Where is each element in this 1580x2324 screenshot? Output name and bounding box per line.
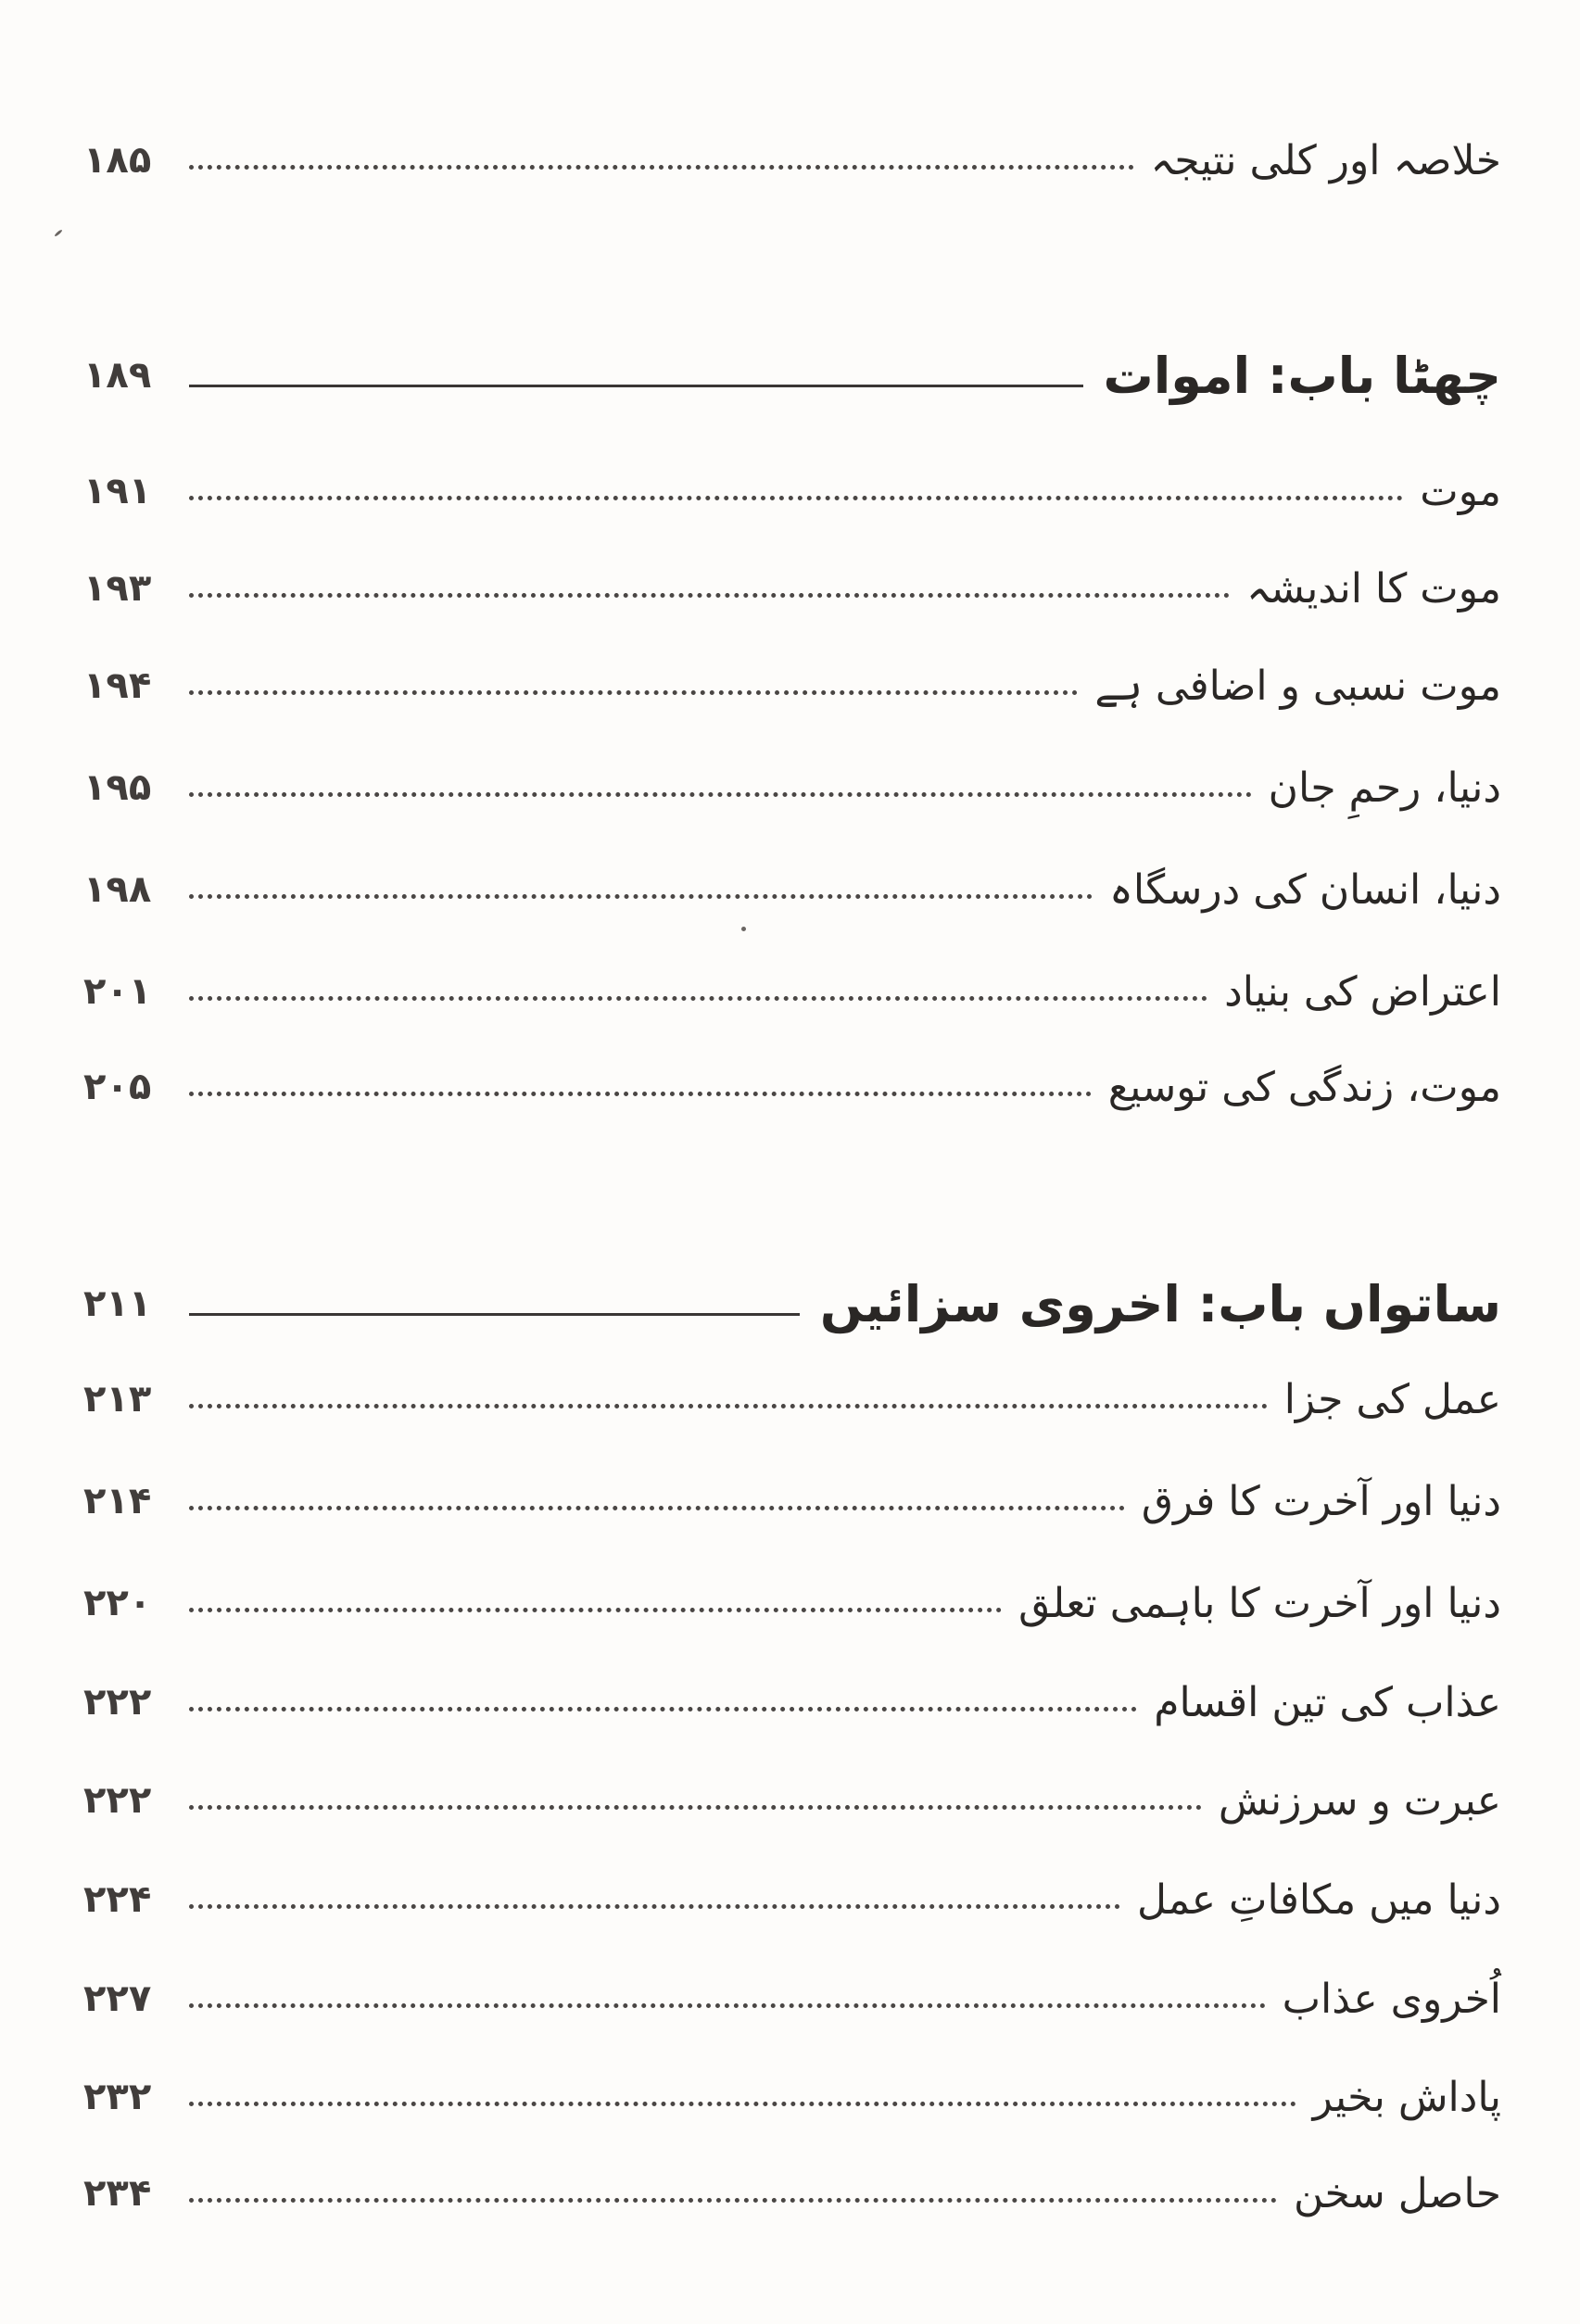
toc-entry-good-reward[interactable] — [83, 2055, 1501, 2139]
toc-page-number: ۱۸۵ — [83, 139, 152, 182]
dot-leader — [189, 1904, 1120, 1909]
toc-entry-title: موت، زندگی کی توسیع — [1107, 1063, 1501, 1111]
toc-entry-world-womb[interactable] — [83, 746, 1501, 829]
dot-leader — [189, 1404, 1268, 1408]
toc-page-number: ۱۹۴ — [83, 664, 152, 707]
toc-page-number: ۲۲۲ — [83, 1779, 152, 1822]
toc-entry-title: اعتراض کی بنیاد — [1224, 967, 1501, 1016]
toc-page-number: ۲۲۷ — [83, 1977, 152, 2020]
toc-entry-title: دنیا، انسان کی درسگاہ — [1109, 865, 1501, 914]
toc-page-number: ۱۹۱ — [83, 470, 152, 512]
toc-entry-hereafter-punishment[interactable] — [83, 1957, 1501, 2040]
chapter-heading: چھٹا باب: اموات — [1103, 346, 1501, 405]
toc-entry-death[interactable] — [83, 449, 1501, 533]
toc-entry-retribution-in-world[interactable] — [83, 1858, 1501, 1941]
toc-chapter-7[interactable] — [83, 1262, 1501, 1345]
toc-entry-reward-of-deeds[interactable] — [83, 1358, 1501, 1441]
toc-entry-title: موت — [1420, 467, 1501, 515]
dot-leader — [189, 1608, 1002, 1612]
toc-page-number: ۲۲۴ — [83, 1878, 152, 1921]
toc-entry-title: دنیا اور آخرت کا فرق — [1141, 1477, 1501, 1525]
dot-leader — [189, 2198, 1277, 2203]
toc-entry-title: موت کا اندیشہ — [1246, 564, 1501, 613]
dot-leader — [189, 1707, 1137, 1711]
toc-entry-basis-of-objection[interactable] — [83, 950, 1501, 1033]
toc-page-number: ۲۱۴ — [83, 1480, 152, 1522]
toc-entry-world-hereafter-difference[interactable] — [83, 1459, 1501, 1543]
toc-entry-three-punishments[interactable] — [83, 1661, 1501, 1744]
toc-entry-title: پاداش بخیر — [1312, 2073, 1501, 2121]
rule-leader — [189, 385, 1083, 387]
toc-entry-death-life-extension[interactable] — [83, 1045, 1501, 1129]
dot-leader — [189, 1506, 1125, 1510]
dot-leader — [189, 996, 1207, 1001]
toc-page-number: ۲۲۰ — [83, 1582, 152, 1624]
toc-entry-title: دنیا اور آخرت کا باہمی تعلق — [1018, 1579, 1501, 1627]
dot-leader — [189, 496, 1403, 500]
toc-entry-title: حاصل سخن — [1293, 2169, 1501, 2217]
toc-entry-fear-of-death[interactable] — [83, 547, 1501, 630]
toc-page-number: ۲۳۲ — [83, 2076, 152, 2118]
scan-speck — [54, 229, 63, 237]
toc-entry-title: موت نسبی و اضافی ہے — [1094, 662, 1501, 710]
scan-speck — [741, 927, 746, 931]
dot-leader — [189, 593, 1230, 598]
toc-entry-conclusion[interactable] — [83, 2152, 1501, 2235]
toc-entry-title: خلاصہ اور کلی نتیجہ — [1150, 136, 1501, 184]
toc-entry-title: دنیا، رحمِ جان — [1268, 764, 1501, 812]
dot-leader — [189, 690, 1078, 695]
dot-leader — [189, 792, 1252, 797]
toc-entry-world-school[interactable] — [83, 848, 1501, 931]
dot-leader — [189, 165, 1134, 170]
toc-page-number: ۲۰۵ — [83, 1066, 152, 1108]
toc-page-number: ۱۹۵ — [83, 766, 152, 809]
toc-page-number: ۱۸۹ — [83, 354, 152, 397]
toc-page-number: ۲۳۴ — [83, 2172, 152, 2215]
dot-leader — [189, 2102, 1296, 2106]
toc-entry-title: اُخروی عذاب — [1282, 1975, 1501, 2023]
toc-entry-lesson-reproach[interactable] — [83, 1759, 1501, 1842]
toc-page-number: ۱۹۳ — [83, 567, 152, 610]
toc-entry-summary[interactable] — [83, 119, 1501, 202]
toc-entry-title: دنیا میں مکافاتِ عمل — [1137, 1876, 1501, 1924]
toc-chapter-6[interactable] — [83, 334, 1501, 417]
toc-page-number: ۲۲۲ — [83, 1681, 152, 1724]
toc-entry-world-hereafter-relation[interactable] — [83, 1561, 1501, 1645]
toc-page-number: ۲۰۱ — [83, 970, 152, 1013]
dot-leader — [189, 894, 1093, 899]
toc-page-number: ۲۱۳ — [83, 1378, 152, 1421]
dot-leader — [189, 1805, 1202, 1810]
toc-entry-title: عذاب کی تین اقسام — [1154, 1678, 1501, 1726]
dot-leader — [189, 1092, 1092, 1096]
toc-page-number: ۲۱۱ — [83, 1282, 152, 1325]
toc-entry-relative-death[interactable] — [83, 644, 1501, 727]
dot-leader — [189, 2003, 1266, 2008]
toc-entry-title: عبرت و سرزنش — [1218, 1776, 1501, 1825]
toc-page-number: ۱۹۸ — [83, 868, 152, 911]
toc-entry-title: عمل کی جزا — [1283, 1375, 1501, 1423]
chapter-heading: ساتواں باب: اخروی سزائیں — [819, 1274, 1501, 1333]
rule-leader — [189, 1313, 800, 1316]
